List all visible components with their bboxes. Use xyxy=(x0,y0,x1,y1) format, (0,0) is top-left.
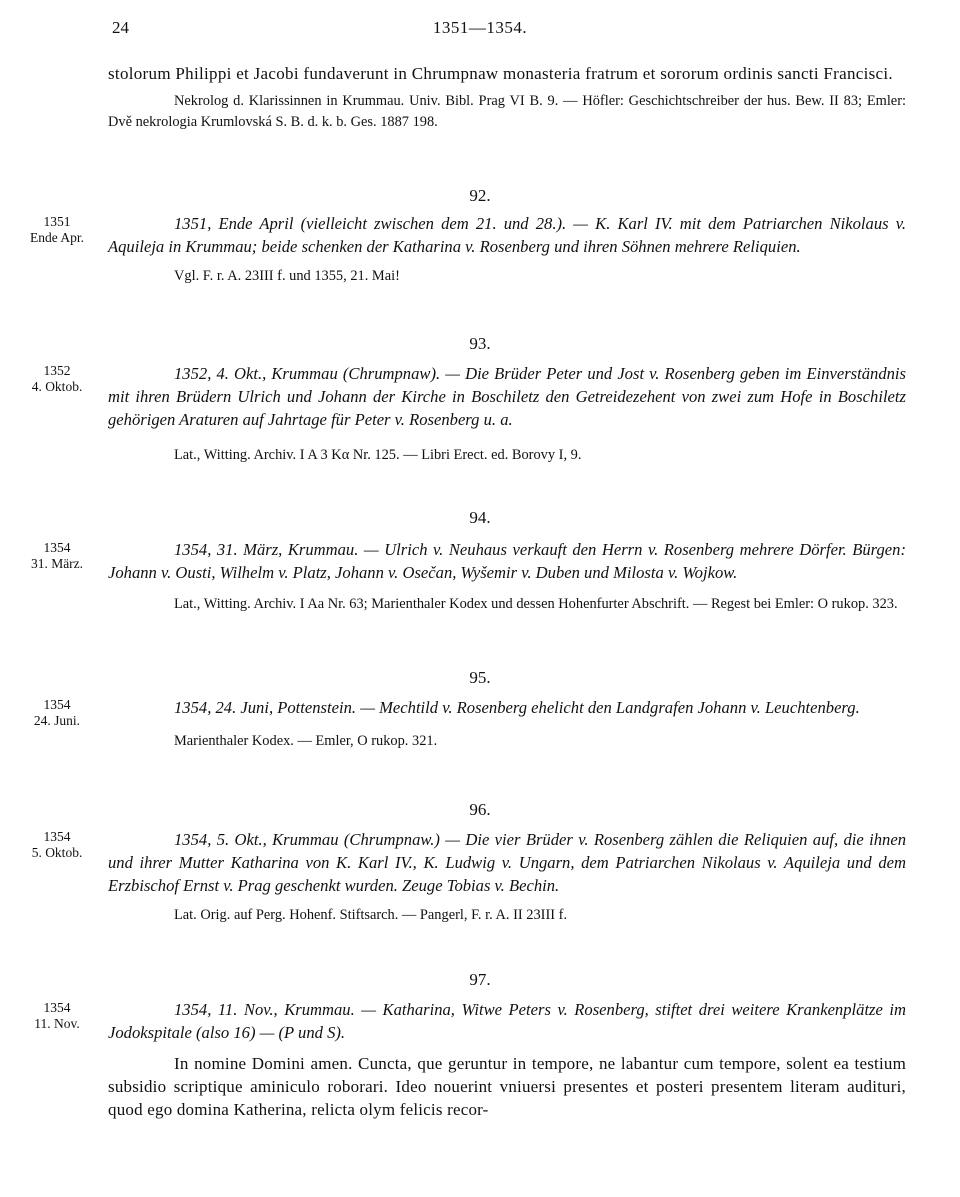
margin-day: 4. Oktob. xyxy=(31,379,83,394)
margin-year: 1352 xyxy=(43,363,71,378)
entry-number: 94. xyxy=(469,508,491,527)
entry-block xyxy=(108,696,906,752)
margin-day: 11. Nov. xyxy=(34,1016,80,1031)
margin-year: 1351 xyxy=(43,214,71,229)
entry-block xyxy=(108,212,906,287)
regest-text: 1352, 4. Okt., Krummau (Chrumpnaw). — Die Brüder Peter und Jost v. Rosenberg geben im Einverständnis mit ihren Brüdern Ulrich und Johann der Kirche in Boschiletz den Getreidezehent von zwei zum Hofe in Boschiletz gehörigen Araturen auf Jahrtage für Peter v. Rosenberg u. a. xyxy=(108,364,906,429)
entry-number: 93. xyxy=(469,334,491,353)
regest-text: 1351, Ende April (vielleicht zwischen dem 21. und 28.). — K. Karl IV. mit dem Patriarchen Nikolaus v. Aquileja in Krummau; beide schenken der Katharina v. Rosenberg und ihren Söhnen mehrere Reliquien. xyxy=(108,214,906,256)
margin-date xyxy=(12,214,102,246)
regest-text: 1354, 31. März, Krummau. — Ulrich v. Neuhaus verkauft den Herrn v. Rosenberg mehrere Dörfer. Bürgen: Johann v. Ousti, Wilhelm v. Platz, Johann v. Osečan, Wyšemir v. Duben und Milosta v. Wojkow. xyxy=(108,540,906,582)
margin-day: 24. Juni. xyxy=(33,713,81,728)
entry-number: 96. xyxy=(469,800,491,819)
margin-year: 1354 xyxy=(43,1000,71,1015)
entry-block xyxy=(108,998,906,1121)
margin-date xyxy=(12,363,102,395)
source-note: Marienthaler Kodex. — Emler, O rukop. 321. xyxy=(174,733,438,749)
entry-number: 97. xyxy=(469,970,491,989)
entry-number: 95. xyxy=(469,668,491,687)
source-note: Lat., Witting. Archiv. I A 3 Kα Nr. 125. — Libri Erect. ed. Borovy I, 9. xyxy=(174,447,582,463)
regest-text: 1354, 11. Nov., Krummau. — Katharina, Witwe Peters v. Rosenberg, stiftet drei weitere Krankenplätze im Jodokspitale (also 16) — (P und S). xyxy=(108,1000,906,1042)
margin-year: 1354 xyxy=(43,540,71,555)
source-note: Vgl. F. r. A. 23III f. und 1355, 21. Mai! xyxy=(174,268,400,284)
carryover-block xyxy=(108,62,906,133)
margin-day: 31. März. xyxy=(30,556,84,571)
regest-text: 1354, 24. Juni, Pottenstein. — Mechtild v. Rosenberg ehelicht den Landgrafen Johann v. Leuchtenberg. xyxy=(174,698,860,717)
entry-block xyxy=(108,828,906,926)
margin-date xyxy=(12,697,102,729)
margin-date xyxy=(12,829,102,861)
regest-text: 1354, 5. Okt., Krummau (Chrumpnaw.) — Die vier Brüder v. Rosenberg zählen die Reliquien auf, die ihnen und ihrer Mutter Katharina von K. Karl IV., K. Ludwig v. Ungarn, dem Patriarchen Nikolaus v. Aquileja und dem Erzbischof Ernst v. Prag geschenkt wurden. Zeuge Tobias v. Bechin. xyxy=(108,830,906,895)
running-title: 1351—1354. xyxy=(432,18,528,37)
margin-date xyxy=(12,1000,102,1032)
entry-number: 92. xyxy=(469,186,491,205)
carryover-latin-text: stolorum Philippi et Jacobi fundaverunt in Chrumpnaw monasteria fratrum et sororum ordinis sancti Francisci. xyxy=(108,64,893,83)
source-note: Lat., Witting. Archiv. I Aa Nr. 63; Marienthaler Kodex und dessen Hohenfurter Abschrift. — Regest bei Emler: O rukop. 323. xyxy=(174,596,898,612)
entry-block xyxy=(108,538,906,615)
margin-date xyxy=(12,540,102,572)
margin-day: Ende Apr. xyxy=(30,230,84,245)
margin-day: 5. Oktob. xyxy=(31,845,83,860)
page-header xyxy=(0,18,960,44)
carryover-source-note: Nekrolog d. Klarissinnen in Krummau. Univ. Bibl. Prag VI B. 9. — Höfler: Geschichtschreiber der hus. Bew. II 83; Emler: Dvě nekrologia Krumlovská S. B. d. k. b. Ges. 1887 198. xyxy=(108,93,906,130)
margin-year: 1354 xyxy=(43,829,71,844)
entry-block xyxy=(108,362,906,466)
page-number: 24 xyxy=(112,18,129,37)
charter-text: In nomine Domini amen. Cuncta, que geruntur in tempore, ne labantur cum tempore, solent ea testium subsidio scriptique aminiculo roborari. Ideo nouerint vniuersi presentes et posteri presentem literam audituri, quod ego domina Katherina, relicta olym felicis recor- xyxy=(108,1054,906,1119)
source-note: Lat. Orig. auf Perg. Hohenf. Stiftsarch. — Pangerl, F. r. A. II 23III f. xyxy=(174,907,568,923)
margin-year: 1354 xyxy=(43,697,71,712)
